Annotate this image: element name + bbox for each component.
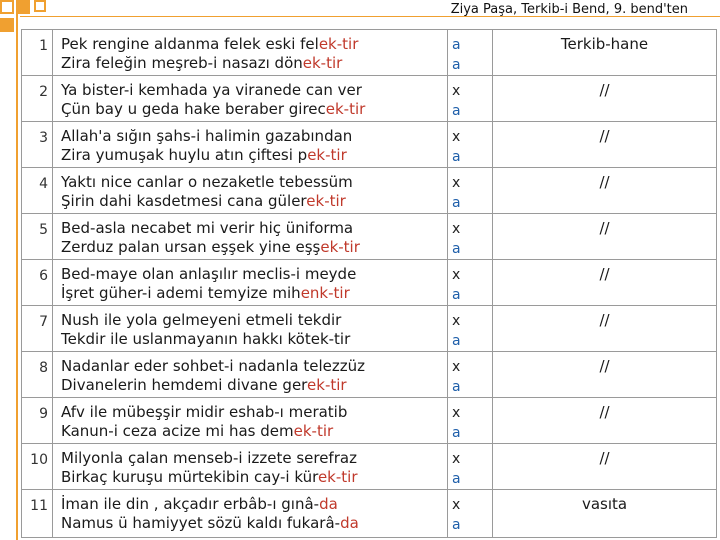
rhyme-letter-2: a (452, 103, 461, 119)
rhyme-letter-1: x (452, 221, 461, 237)
verse-line-1 (61, 173, 447, 192)
rhyme-scheme (448, 444, 493, 490)
poem-table (21, 29, 717, 538)
verse-line-1 (61, 403, 447, 422)
rhyme-scheme (448, 398, 493, 444)
rhyme-scheme (448, 214, 493, 260)
rhyme-scheme (448, 30, 493, 76)
verse-line-2-text: Zira yumuşak huylu atın çiftesi p (61, 146, 308, 164)
verse-line-2-text: Namus ü hamiyyet sözü kaldı fukarâ- (61, 514, 341, 532)
verse-text (53, 444, 448, 490)
verse-row (22, 444, 717, 490)
verse-line-2-rhyme: ek-tir (320, 238, 360, 256)
verse-line-2-text: Kanun-i ceza acize mi has dem (61, 422, 294, 440)
verse-number: 7 (22, 306, 53, 352)
verse-number: 9 (22, 398, 53, 444)
slide-header: Ziya Paşa, Terkib-i Bend, 9. bend'ten (450, 2, 688, 17)
verse-line-2-text: Birkaç kuruşu mürtekibin cay-i kür (61, 468, 318, 486)
verse-line-2-rhyme: ek-tir (302, 54, 343, 72)
verse-line-1 (61, 495, 447, 514)
verse-text (53, 76, 448, 122)
verse-line-2 (61, 54, 447, 73)
verse-line-1-rhyme: ek-tir (318, 35, 359, 53)
verse-line-1-text: Bed-asla necabet mi verir hiç üniforma (61, 219, 354, 237)
stanza-type: // (493, 306, 717, 352)
rhyme-letter-2: a (452, 333, 461, 349)
verse-row (22, 76, 717, 122)
rhyme-scheme (448, 352, 493, 398)
rhyme-letter-1: x (452, 497, 461, 513)
rhyme-letter-2: a (452, 379, 461, 395)
rhyme-scheme (448, 122, 493, 168)
verse-line-2 (61, 192, 447, 211)
rhyme-letter-1: x (452, 313, 461, 329)
verse-line-1 (61, 265, 447, 284)
verse-text (53, 260, 448, 306)
corner-square-outline-2 (34, 0, 46, 12)
rhyme-letter-1: x (452, 267, 461, 283)
verse-line-1 (61, 81, 447, 100)
verse-line-1-text: Ya bister-i kemhada ya viranede can ver (61, 81, 362, 99)
stanza-type: vasıta (493, 490, 717, 538)
stanza-type: // (493, 168, 717, 214)
rhyme-letter-1: x (452, 359, 461, 375)
stanza-type: // (493, 398, 717, 444)
verse-line-1 (61, 35, 447, 54)
verse-line-1-text: Bed-maye olan anlaşılır meclis-i meyde (61, 265, 357, 283)
verse-row (22, 122, 717, 168)
verse-line-2-rhyme: da (340, 514, 359, 532)
verse-text (53, 352, 448, 398)
verse-line-1 (61, 127, 447, 146)
poem-table-body (22, 30, 717, 538)
verse-number: 10 (22, 444, 53, 490)
stanza-type: Terkib-hane (493, 30, 717, 76)
rhyme-scheme (448, 490, 493, 538)
verse-line-2-rhyme: ek-tir (317, 468, 358, 486)
verse-line-2-text: Çün bay u geda hake beraber girec (61, 100, 326, 118)
verse-text (53, 122, 448, 168)
verse-line-2-rhyme: ek-tir (306, 192, 346, 210)
verse-line-1-text: Milyonla çalan menseb-i izzete serefraz (61, 449, 357, 467)
stanza-type: // (493, 122, 717, 168)
verse-line-2-text: Divanelerin hemdemi divane ger (61, 376, 308, 394)
rhyme-letter-2: a (452, 425, 461, 441)
verse-row (22, 260, 717, 306)
verse-line-2-text: Tekdir ile uslanmayanın hakkı kötek-tir (61, 330, 351, 348)
verse-line-1-text: Yaktı nice canlar o nezaketle tebessüm (61, 173, 353, 191)
verse-row (22, 306, 717, 352)
verse-line-2-text: Zerduz palan ursan eşşek yine eşş (61, 238, 321, 256)
verse-row (22, 352, 717, 398)
verse-text (53, 398, 448, 444)
corner-square-filled-2 (0, 18, 14, 32)
verse-line-2 (61, 468, 447, 487)
verse-number: 2 (22, 76, 53, 122)
verse-text (53, 30, 448, 76)
rhyme-letter-1: x (452, 405, 461, 421)
verse-line-2-text: Zira feleğin meşreb-i nasazı dön (61, 54, 303, 72)
verse-number: 6 (22, 260, 53, 306)
verse-line-2-rhyme: ek-tir (307, 146, 347, 164)
verse-line-2-rhyme: ek-tir (307, 376, 347, 394)
rhyme-letter-1: x (452, 83, 461, 99)
verse-row (22, 214, 717, 260)
verse-text (53, 168, 448, 214)
verse-line-1 (61, 357, 447, 376)
verse-line-1 (61, 449, 447, 468)
rhyme-letter-2: a (452, 149, 461, 165)
stanza-type: // (493, 444, 717, 490)
corner-square-outline (0, 0, 14, 14)
verse-text (53, 490, 448, 538)
verse-line-2 (61, 514, 447, 533)
verse-line-1-text: Nush ile yola gelmeyeni etmeli tekdir (61, 311, 342, 329)
vertical-accent-line (16, 0, 18, 540)
verse-line-2 (61, 376, 447, 395)
verse-line-2 (61, 330, 447, 349)
verse-number: 3 (22, 122, 53, 168)
stanza-type: // (493, 76, 717, 122)
verse-line-1-rhyme: da (319, 495, 338, 513)
verse-line-1-text: İman ile din , akçadır erbâb-ı gınâ- (61, 495, 320, 513)
verse-line-1 (61, 219, 447, 238)
verse-number: 1 (22, 30, 53, 76)
stanza-type: // (493, 260, 717, 306)
verse-line-2-rhyme: ek-tir (293, 422, 334, 440)
rhyme-letter-1: x (452, 451, 461, 467)
verse-line-2-rhyme: ek-tir (325, 100, 366, 118)
verse-number: 8 (22, 352, 53, 398)
stanza-type: // (493, 352, 717, 398)
corner-square-filled (16, 0, 30, 14)
verse-number: 4 (22, 168, 53, 214)
verse-number: 5 (22, 214, 53, 260)
verse-line-1-text: Afv ile mübeşşir midir eshab-ı meratib (61, 403, 348, 421)
rhyme-letter-1: x (452, 129, 461, 145)
rhyme-letter-2: a (452, 241, 461, 257)
rhyme-scheme (448, 168, 493, 214)
verse-line-2 (61, 422, 447, 441)
rhyme-scheme (448, 306, 493, 352)
verse-line-2 (61, 284, 447, 303)
verse-line-1-text: Nadanlar eder sohbet-i nadanla telezzüz (61, 357, 365, 375)
verse-text (53, 306, 448, 352)
verse-row (22, 490, 717, 538)
rhyme-scheme (448, 76, 493, 122)
rhyme-letter-2: a (452, 287, 461, 303)
rhyme-letter-1: x (452, 175, 461, 191)
stanza-type: // (493, 214, 717, 260)
verse-line-1-text: Pek rengine aldanma felek eski fel (61, 35, 319, 53)
verse-row (22, 398, 717, 444)
verse-line-2-rhyme: enk-tir (300, 284, 350, 302)
verse-line-2-text: İşret güher-i ademi temyize mih (61, 284, 301, 302)
rhyme-letter-1: a (452, 37, 461, 53)
verse-row (22, 30, 717, 76)
verse-row (22, 168, 717, 214)
verse-line-2-text: Şirin dahi kasdetmesi cana güler (61, 192, 307, 210)
verse-line-1 (61, 311, 447, 330)
verse-line-2 (61, 146, 447, 165)
rhyme-letter-2: a (452, 195, 461, 211)
verse-line-2 (61, 100, 447, 119)
verse-line-2 (61, 238, 447, 257)
verse-line-1-text: Allah'a sığın şahs-i halimin gazabından (61, 127, 353, 145)
rhyme-scheme (448, 260, 493, 306)
verse-number: 11 (22, 490, 53, 538)
verse-text (53, 214, 448, 260)
rhyme-letter-2: a (452, 57, 461, 73)
rhyme-letter-2: a (452, 517, 461, 533)
rhyme-letter-2: a (452, 471, 461, 487)
